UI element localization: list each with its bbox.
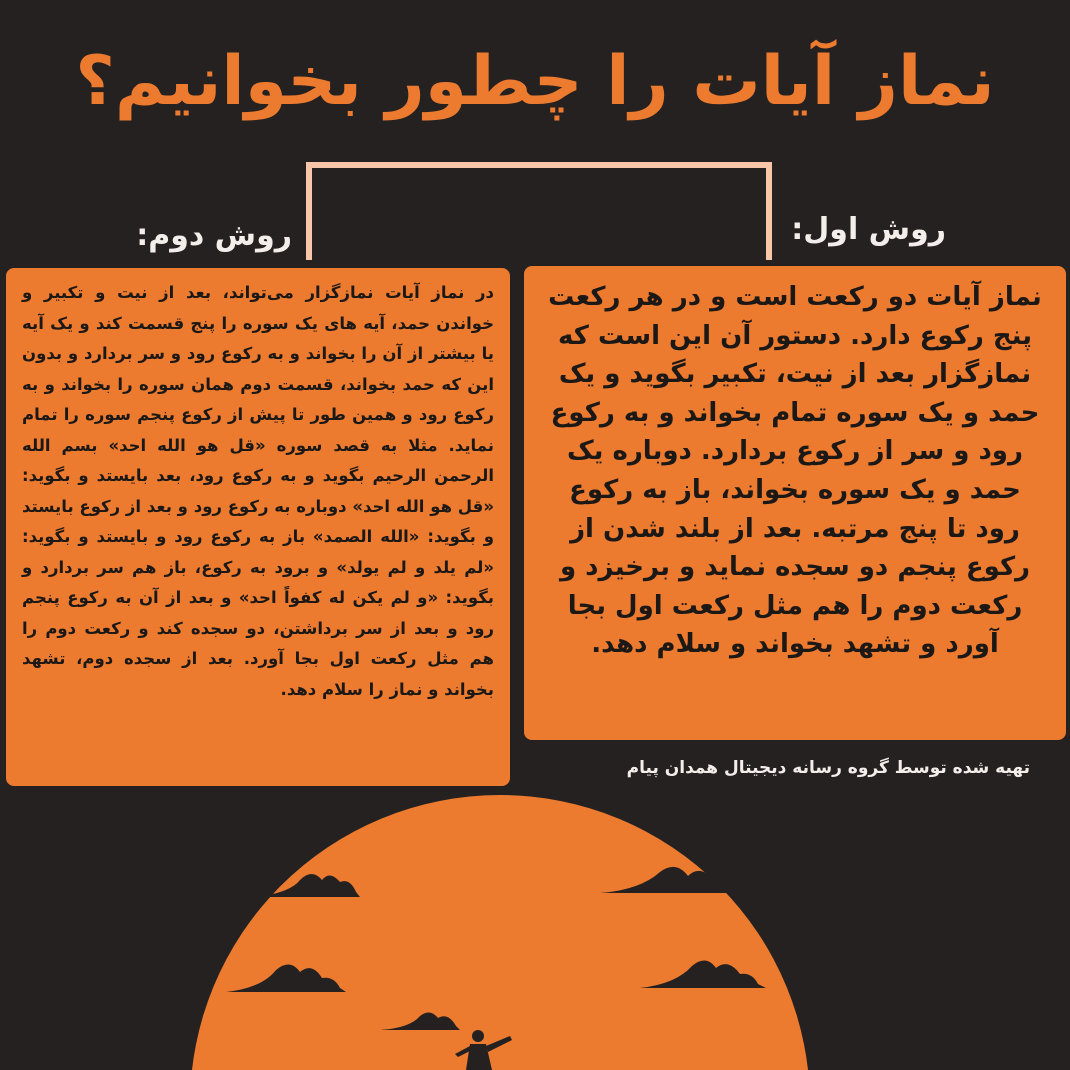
method-first-label: روش اول:: [791, 212, 946, 247]
page-title: نماز آیات را چطور بخوانیم؟: [75, 42, 995, 121]
method-second-label: روش دوم:: [136, 218, 292, 253]
credit-text: تهیه شده توسط گروه رسانه دیجیتال همدان پیام: [626, 758, 1030, 778]
method-second-text: در نماز آیات نمازگزار می‌تواند، بعد از نیت و تکبیر و خواندن حمد، آیه های یک سوره را پنج قسمت کند و یک آیه یا بیشتر از آن را بخواند و به رکوع رود و سر بردارد و بدون این که حمد بخواند، قسمت دوم همان سوره را بخواند و به رکوع رود و همین طور تا پیش از رکوع پنجم سوره را تمام نماید. مثلا به قصد سوره «قل هو الله احد» بسم الله الرحمن الرحیم بگوید و به رکوع رود، بعد بایستد و بگوید: «قل هو الله احد» دوباره به رکوع رود و بعد از رکوع بایستد و بگوید: «الله الصمد» باز به رکوع رود و بایستد و بگوید: «لم یلد و لم یولد» و برود به رکوع، باز هم سر بردارد و بگوید: «و لم یکن له کفواً احد» و بعد از آن به رکوع پنجم رود و بعد از سر برداشتن، دو سجده کند و رکعت دوم را هم مثل رکعت اول بجا آورد. بعد از سجده دوم، تشهد بخواند و نماز را سلام دهد.: [22, 283, 494, 699]
sun-shape: [190, 795, 810, 1070]
method-first-text: نماز آیات دو رکعت است و در هر رکعت پنج رکوع دارد. دستور آن این است که نمازگزار بعد از نیت، تکبیر بگوید و یک حمد و یک سوره تمام بخواند و به رکوع رود و سر از رکوع بردارد. دوباره یک حمد و یک سوره بخواند، باز به رکوع رود تا پنج مرتبه. بعد از بلند شدن از رکوع پنجم دو سجده نماید و برخیزد و رکعت دوم را هم مثل رکعت اول بجا آورد و تشهد بخواند و سلام دهد.: [548, 282, 1042, 660]
